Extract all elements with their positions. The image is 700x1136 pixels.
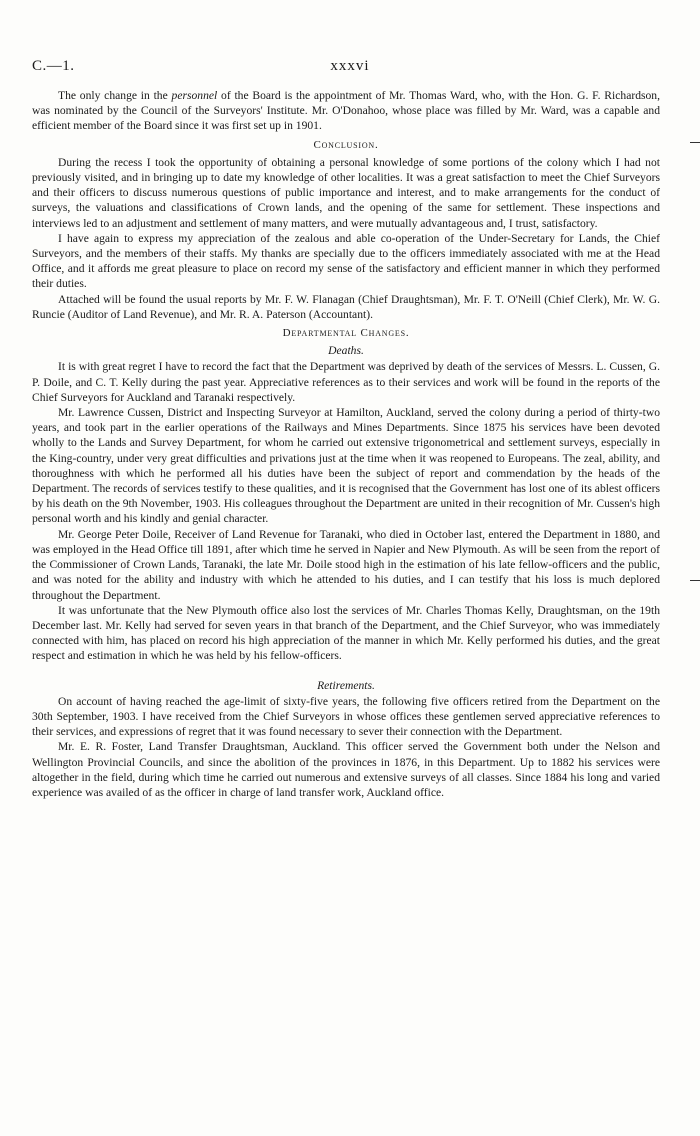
conclusion-paragraph-3: Attached will be found the usual reports by Mr. F. W. Flanagan (Chief Draughtsman), Mr. F. T. O'Neill (Chief Clerk), Mr. W. G. Runcie (Auditor of Land Revenue), and Mr. R. A. Paterson (Accountant). xyxy=(32,292,660,321)
deaths-paragraph-1: It is with great regret I have to record the fact that the Department was deprived by death of the services of Messrs. L. Cussen, G. P. Doile, and C. T. Kelly during the past year. Appreciative references as to their services and work will be found in the reports of the Chief Surveyors for Auckland and Taranaki respectively. xyxy=(32,360,660,404)
page-number: xxxvi xyxy=(330,58,370,74)
departmental-changes-heading: Departmental Changes. xyxy=(282,327,410,340)
retirements-paragraph-2: Mr. E. R. Foster, Land Transfer Draughtsman, Auckland. This officer served the Government both under the Nelson and Wellington Provincial Councils, and since the abolition of the provinces in 1876, in this Department. Up to 1882 his services were altogether in the field, during which time he carried out numerous and extensive surveys of all classes. Since 1884 his long and varied experience was availed of as the officer in charge of land transfer work, Auckland office. xyxy=(32,740,660,799)
retirements-heading: Retirements. xyxy=(317,678,375,692)
board-paragraph: The only change in the personnel of the Board is the appointment of Mr. Thomas Ward, who, with the Hon. G. F. Richardson, was nominated by the Council of the Surveyors' Institute. Mr. O'Donahoo, whose place was filled by Mr. Ward, was a capable and efficient member of the Board since it was first set up in 1901. xyxy=(32,89,661,133)
deaths-paragraph-3: Mr. George Peter Doile, Receiver of Land Revenue for Taranaki, who died in October last, entered the Department in 1880, and was employed in the Head Office till 1891, after which time he served in Napier and New Plymouth. As will be seen from the report of the Commissioner of Crown Lands, Taranaki, the late Mr. Doile stood high in the estimation of his late fellow-officers and the public, and was noted for the ability and industry with which he attended to his duties, and I can testify that his loss is much deplored throughout the Department. xyxy=(32,527,660,602)
deaths-paragraph-4: It was unfortunate that the New Plymouth office also lost the services of Mr. Charles Thomas Kelly, Draughtsman, on the 19th December last. Mr. Kelly had served for seven years in that branch of the Department, and the Chief Surveyor, who was immediately connected with him, has placed on record his high appreciation of the manner in which Mr. Kelly performed his duties, and the great respect and estimation in which he was held by his fellow-officers. xyxy=(32,603,660,663)
deaths-heading: Deaths. xyxy=(328,344,364,358)
document-body xyxy=(32,88,660,800)
margin-mark xyxy=(690,142,700,143)
page-header xyxy=(32,58,668,78)
margin-mark xyxy=(690,580,700,581)
document-reference: C.—1. xyxy=(32,58,75,74)
conclusion-heading: Conclusion. xyxy=(313,138,379,151)
emphasis-personnel: personnel xyxy=(171,89,218,102)
deaths-paragraph-2: Mr. Lawrence Cussen, District and Inspecting Surveyor at Hamilton, Auckland, served the colony during a period of thirty-two years, and took part in the earlier operations of the Railways and Mines Departments. Since 1875 his services have been devoted wholly to the Lands and Survey Department, for whom he carried out extensive trigonometrical and settlement surveys, especially in the King-country, under very great difficulties and privations just at the time when it was reopened to Europeans. The zeal, ability, and thoroughness with which he performed all his duties have been the subject of report and commendation by the heads of the Department. The records of services testify to these qualities, and it is recognised that the Government has lost one of its ablest officers by his death on the 9th November, 1903. His colleagues throughout the Department are united in their recognition of Mr. Cussen's high personal worth and his kindly and genial character. xyxy=(32,406,660,526)
conclusion-paragraph-2: I have again to express my appreciation of the zealous and able co-operation of the Under-Secretary for Lands, the Chief Surveyors, and the members of their staffs. My thanks are specially due to the officers immediately associated with me at the Head Office, and it affords me great pleasure to place on record my sense of the satisfactory and efficient manner in which they performed their duties. xyxy=(32,231,660,291)
conclusion-paragraph-1: During the recess I took the opportunity of obtaining a personal knowledge of some portions of the colony which I had not previously visited, and in bringing up to date my knowledge of other localities. It was a great satisfaction to meet the Chief Surveyors and their officers to discuss numerous questions of public importance and interest, and to make arrangements for the conduct of surveys, the valuations and classifications of Crown lands, and the opening of the same for settlement. These inspections and interviews led to an adjustment and settlement of many matters, and were mutually advantageous and, I trust, satisfactory. xyxy=(32,155,660,230)
retirements-paragraph-1: On account of having reached the age-limit of sixty-five years, the following five officers retired from the Department on the 30th September, 1903. I have received from the Chief Surveyors in whose offices these gentlemen served appreciative references to their services, and expressions of regret that it was found necessary to sever their connection with the Department. xyxy=(32,694,660,739)
